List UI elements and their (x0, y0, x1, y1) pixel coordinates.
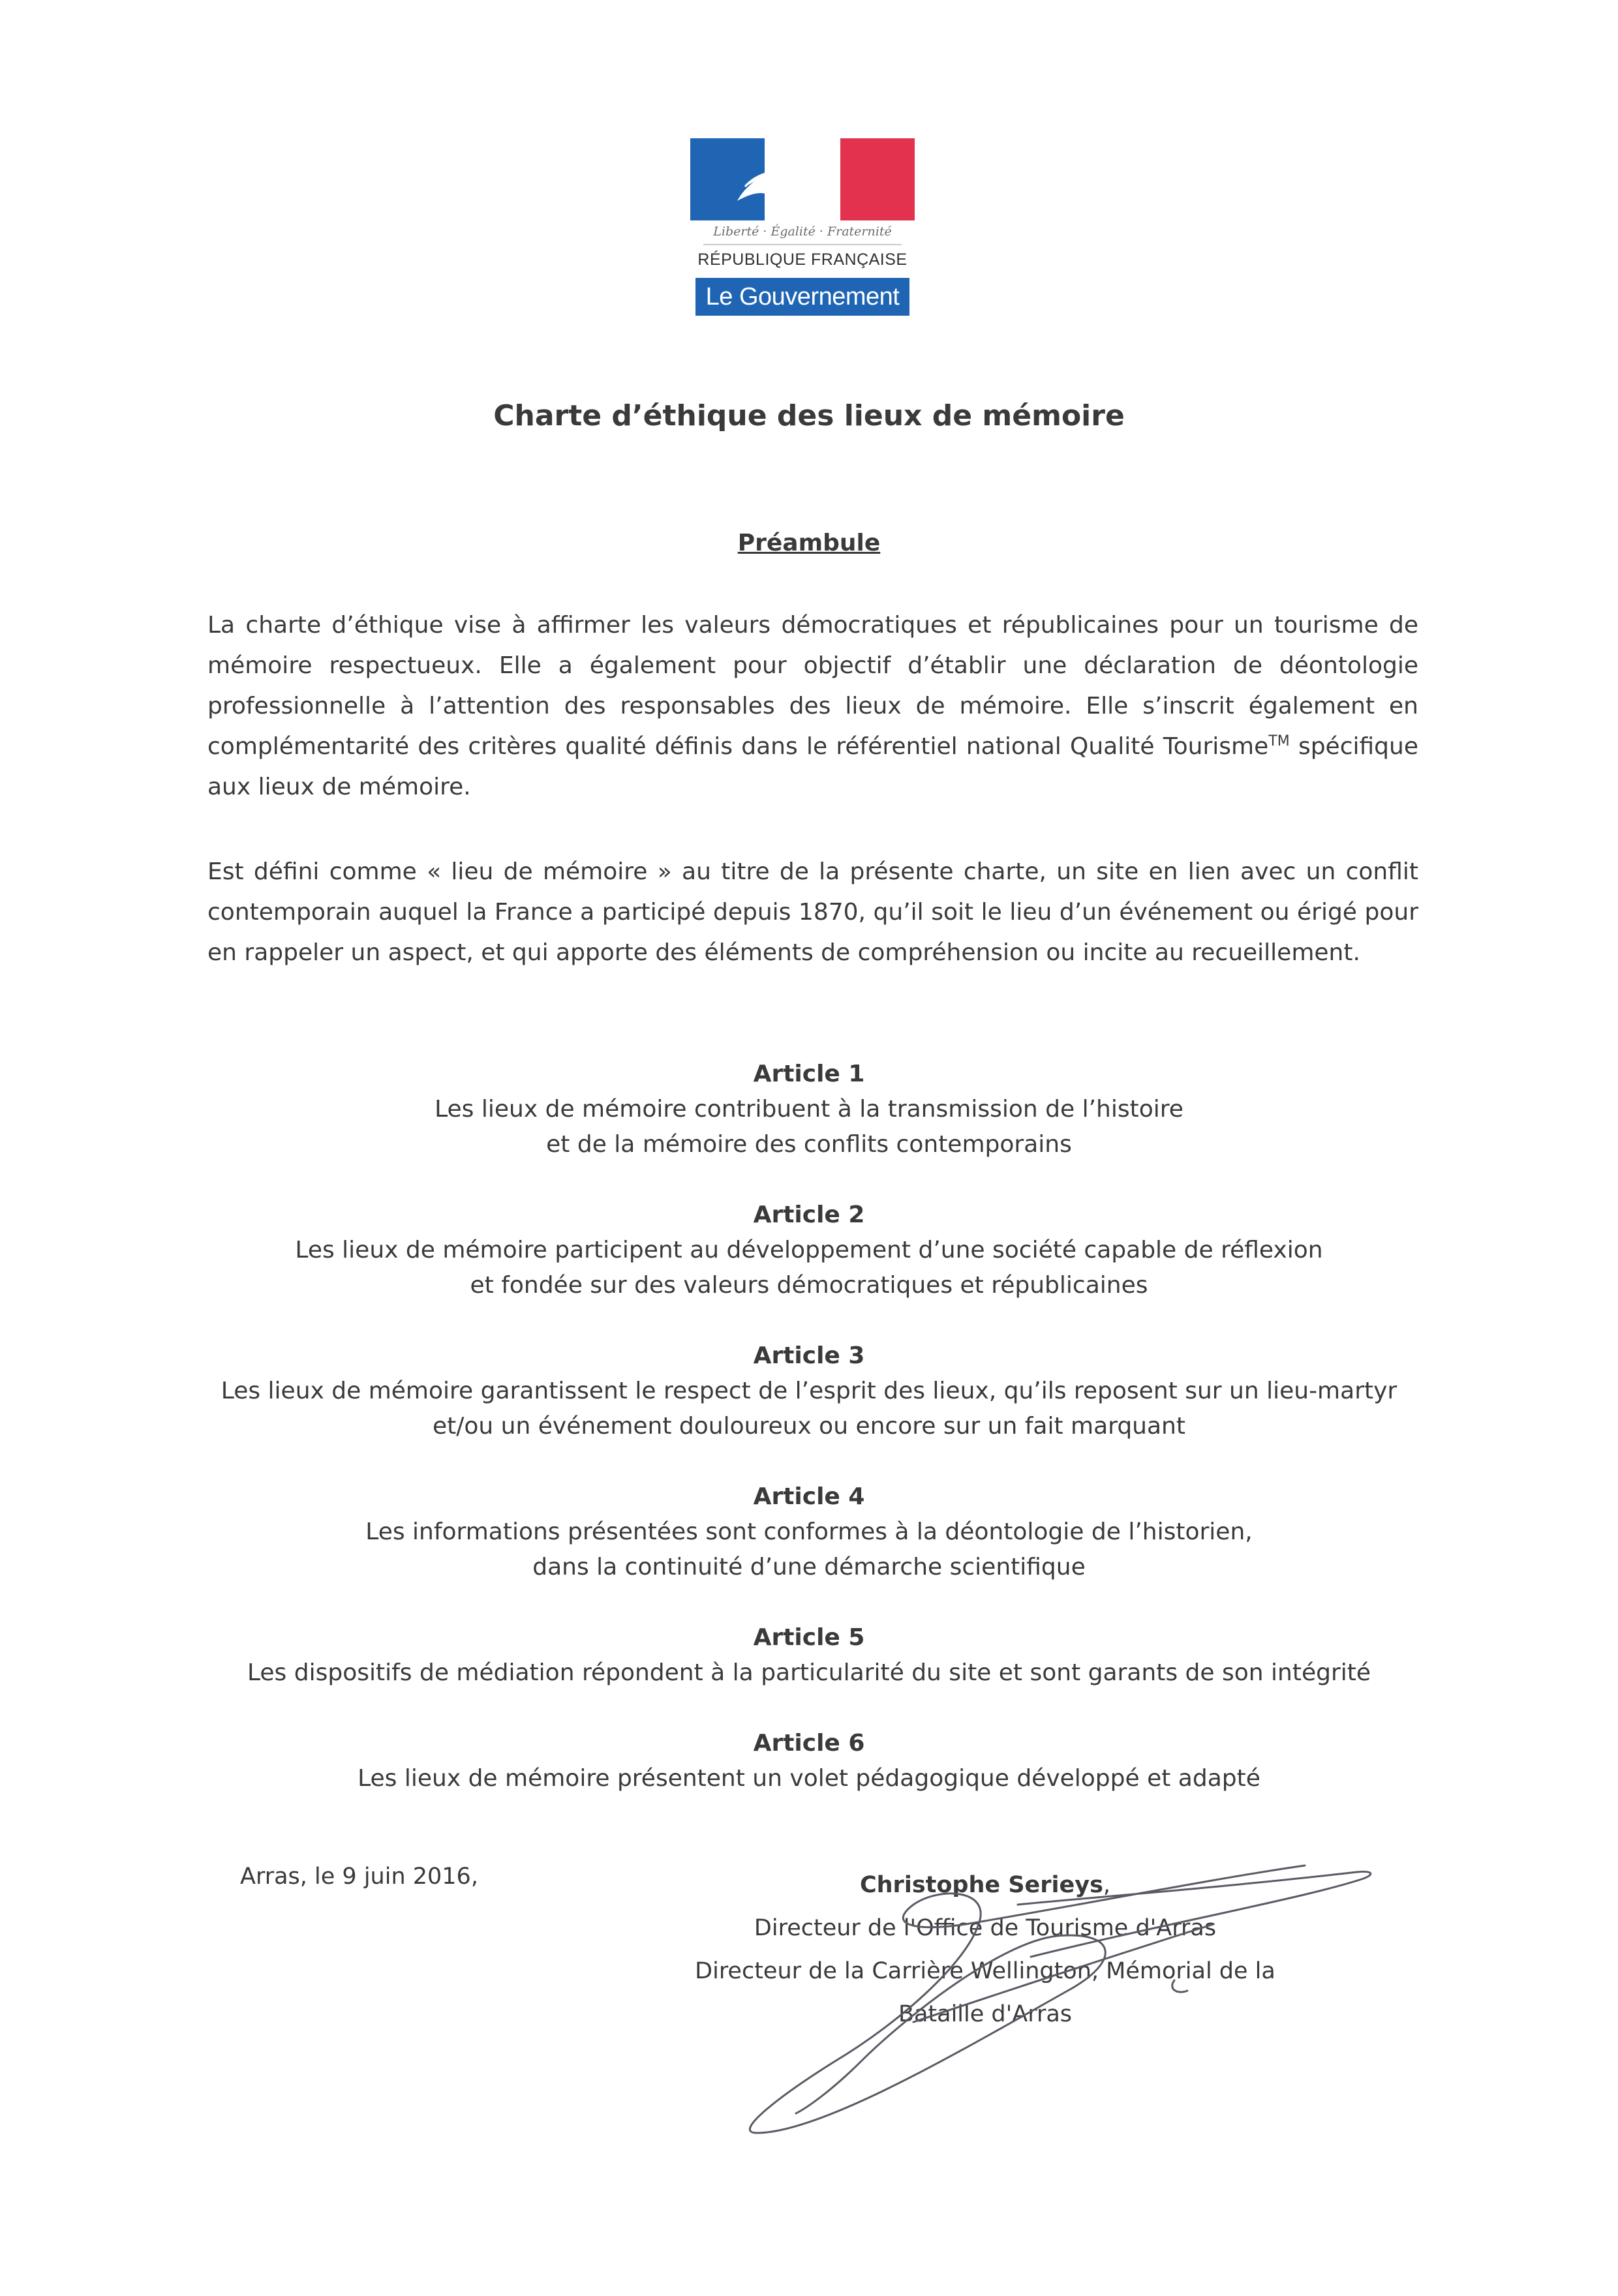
article-text-line: dans la continuité d’une démarche scientifique (532, 1554, 1086, 1580)
article-text-line: Les lieux de mémoire présentent un volet pédagogique développé et adapté (358, 1765, 1260, 1792)
logo-divider (703, 244, 902, 245)
article-text-line: Les lieux de mémoire garantissent le respect de l’esprit des lieux, qu’ils reposent sur un lieu-martyr (221, 1378, 1397, 1404)
article-heading: Article 4 (753, 1483, 865, 1510)
article-text-line: et de la mémoire des conflits contemporains (546, 1131, 1072, 1158)
republic-motto: Liberté · Égalité · Fraternité (713, 224, 892, 239)
article-text-line: Les informations présentées sont conformes à la déontologie de l’historien, (365, 1518, 1253, 1545)
trademark-mark: TM (1268, 733, 1290, 749)
article-text-line: Les lieux de mémoire participent au développement d’une société capable de réflexion (295, 1237, 1323, 1263)
article-text-line: Les lieux de mémoire contribuent à la transmission de l’histoire (435, 1096, 1183, 1123)
signatory-name-suffix: , (1103, 1872, 1111, 1898)
flag-red-band (840, 138, 915, 220)
marianne-flag-icon (690, 138, 915, 220)
article-text-line: Les dispositifs de médiation répondent à la particularité du site et sont garants de son intégrité (247, 1659, 1371, 1686)
signature-stroke (750, 1865, 1371, 2133)
article-text-line: et/ou un événement douloureux ou encore sur un fait marquant (433, 1413, 1185, 1440)
article-heading: Article 6 (753, 1730, 865, 1757)
republique-francaise-label: RÉPUBLIQUE FRANÇAISE (697, 250, 908, 269)
signatory-role-2: Directeur de la Carrière Wellington, Mémorial de la Bataille d'Arras (695, 1958, 1275, 2027)
place-and-date: Arras, le 9 juin 2016, (240, 1864, 478, 1890)
article-5 (0, 1620, 1618, 1691)
article-1 (0, 1057, 1618, 1162)
article-heading: Article 5 (753, 1624, 865, 1651)
handwritten-signature (718, 1826, 1435, 2166)
preamble-paragraph-1-end: spécifique aux lieux de mémoire. (207, 733, 1418, 800)
articles-list (0, 1057, 1618, 1832)
article-4 (0, 1479, 1618, 1585)
article-heading: Article 2 (753, 1201, 865, 1228)
article-heading: Article 3 (753, 1342, 865, 1369)
signatory-role-1: Directeur de l'Office de Tourisme d'Arras (754, 1915, 1217, 1941)
le-gouvernement-label: Le Gouvernement (695, 278, 909, 316)
article-2 (0, 1198, 1618, 1303)
article-6 (0, 1726, 1618, 1796)
preamble-paragraph-1 (207, 605, 1418, 808)
preamble-heading: Préambule (737, 530, 881, 556)
article-text-line: et fondée sur des valeurs démocratiques et républicaines (470, 1272, 1148, 1299)
preamble-paragraph-2: Est défini comme « lieu de mémoire » au titre de la présente charte, un site en lien avec un conflit contemporain auquel la France a participé depuis 1870, qu’il soit le lieu d’un événement ou érigé pour en rappeler un aspect, et qui apporte des éléments de compréhension ou incite au recueillement. (207, 858, 1418, 966)
article-heading: Article 1 (753, 1061, 865, 1087)
signatory-name: Christophe Serieys (859, 1872, 1103, 1898)
government-logo (690, 138, 915, 318)
article-3 (0, 1338, 1618, 1444)
page-title: Charte d’éthique des lieux de mémoire (493, 399, 1125, 432)
preamble-paragraph-1-text: La charte d’éthique vise à affirmer les valeurs démocratiques et républicaines pour un tourisme de mémoire respectueux. Elle a également pour objectif d’établir une déclaration de déontologie professionnelle à l’attention des responsables des lieux de mémoire. Elle s’inscrit également en complémentarité des critères qualité définis dans le référentiel national Qualité Tourisme (207, 612, 1418, 760)
